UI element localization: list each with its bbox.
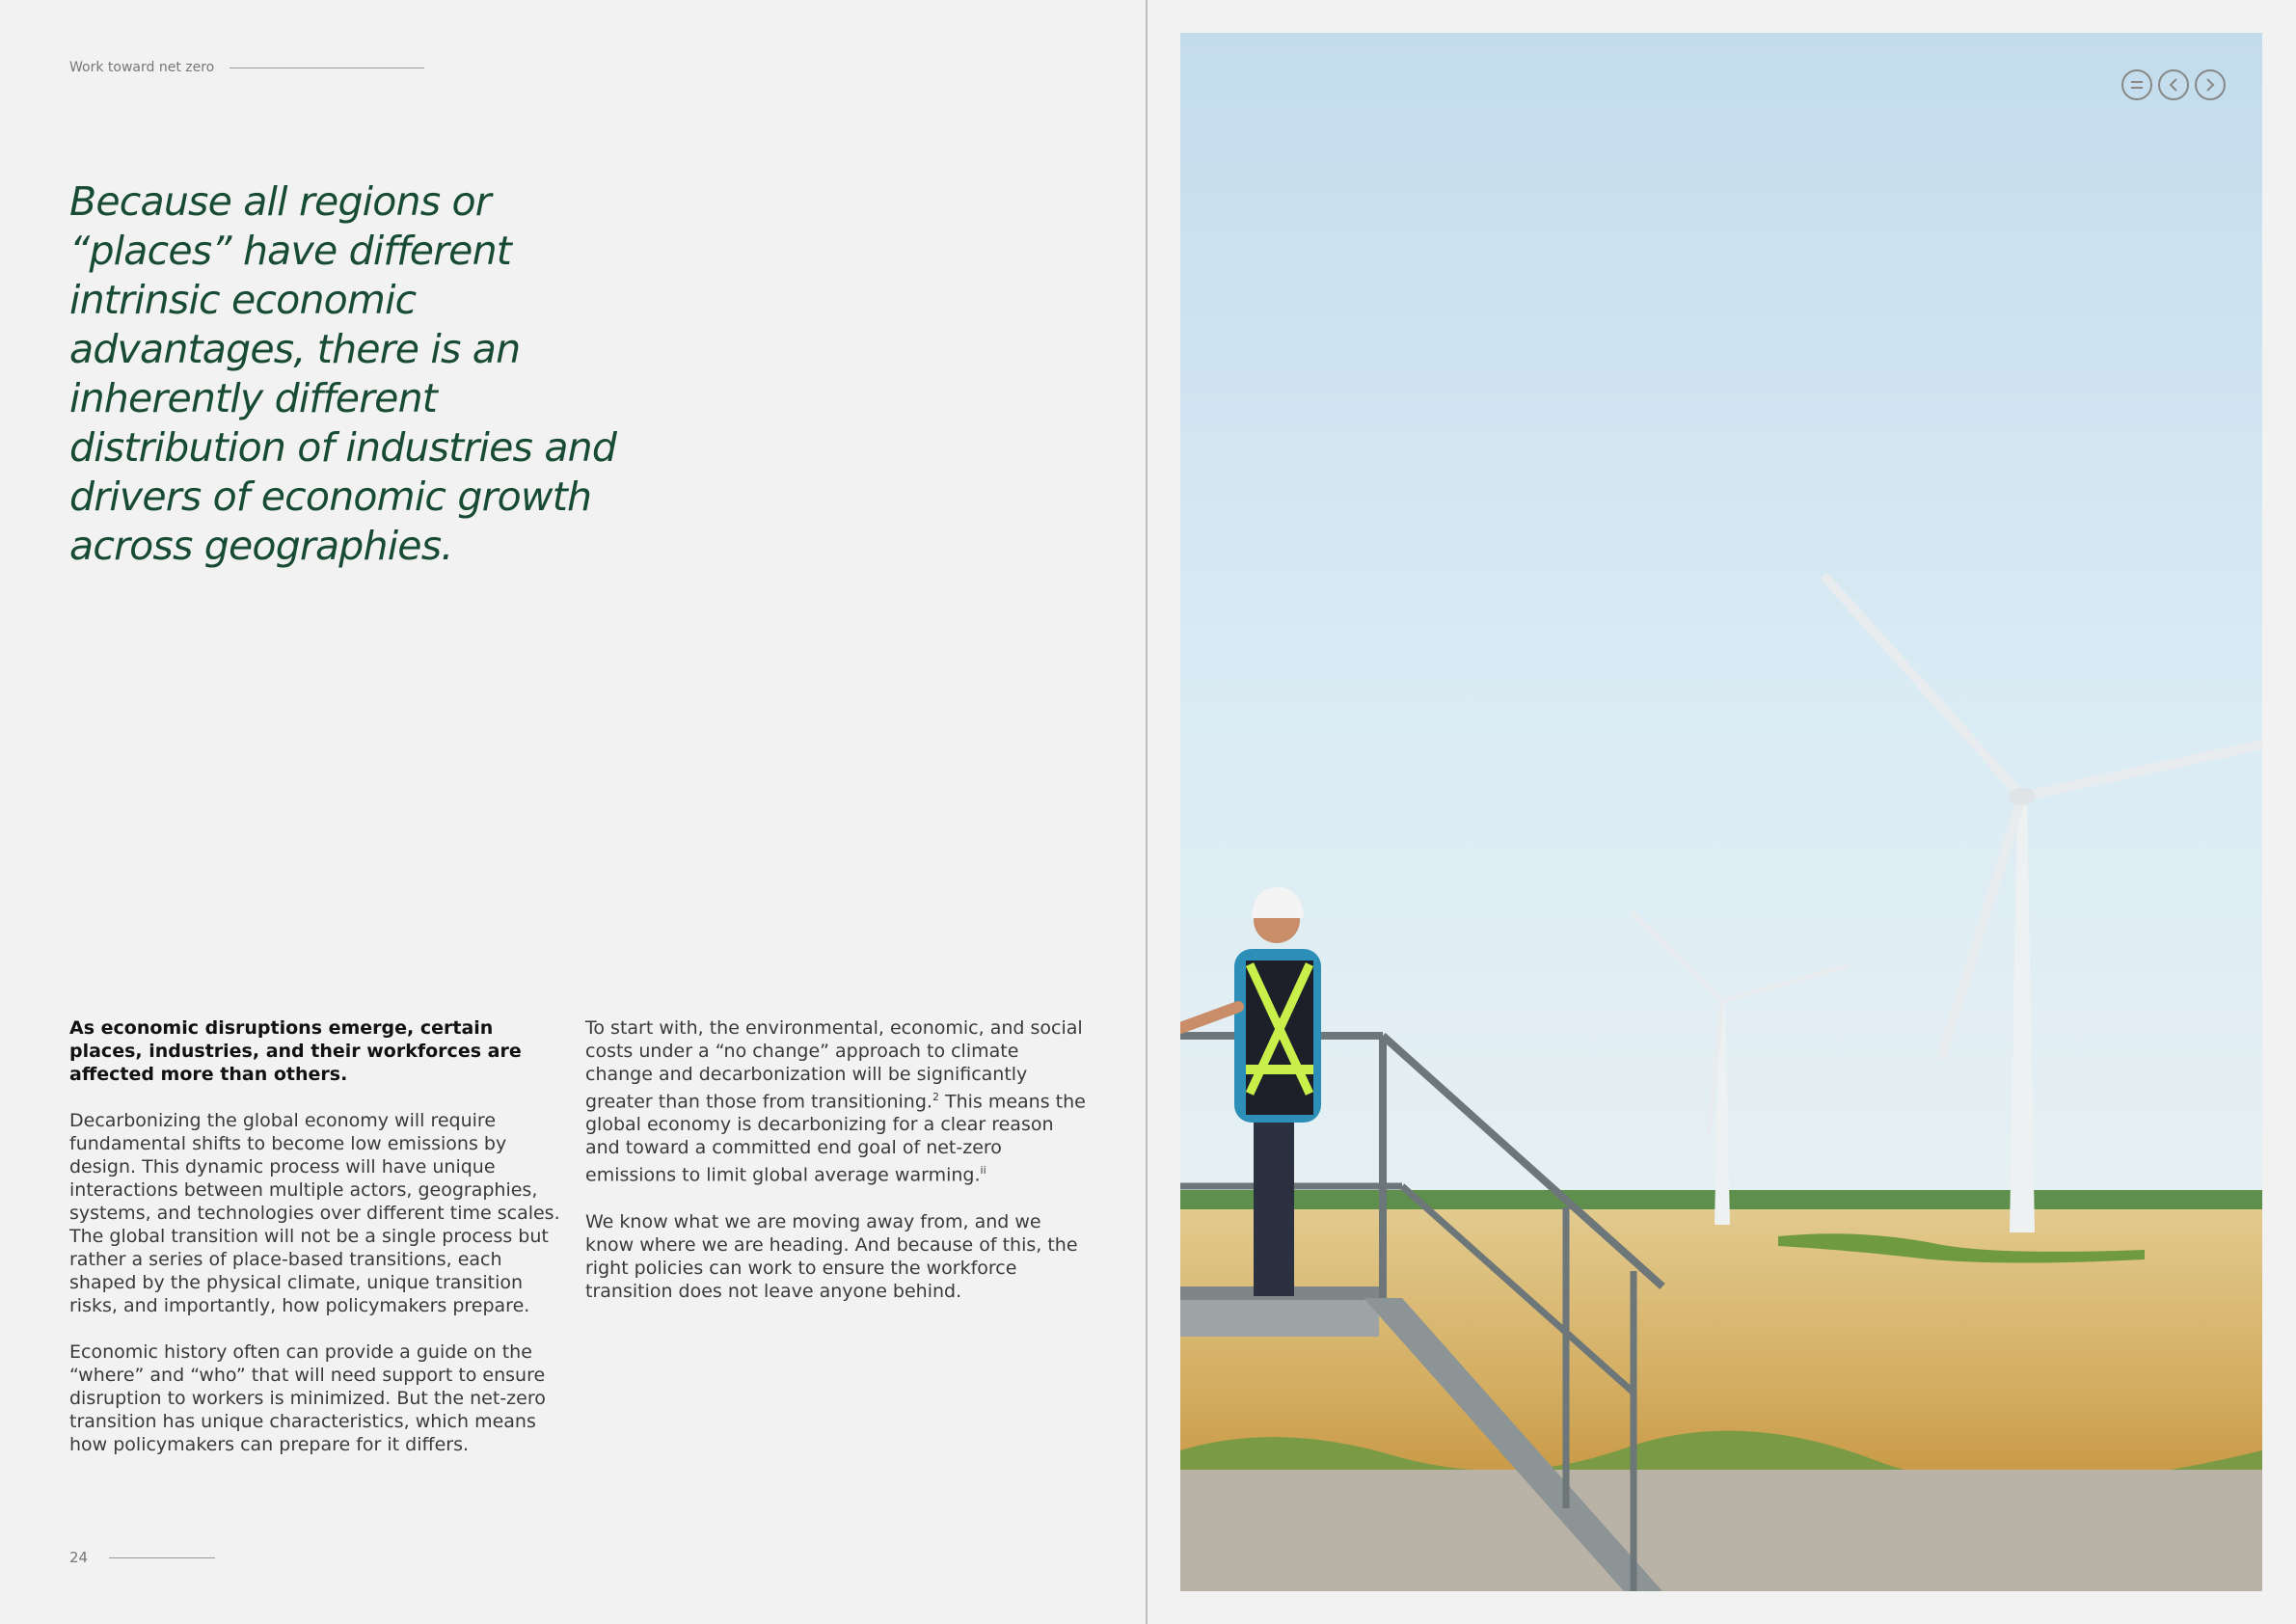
section-title: Work toward net zero: [69, 60, 215, 75]
gravel-ground: [1180, 1470, 2262, 1591]
nav-controls: [2121, 69, 2226, 100]
next-page-button[interactable]: [2195, 69, 2226, 100]
running-header: [69, 60, 424, 75]
left-page: [0, 0, 1146, 1624]
body-paragraph: Decarbonizing the global economy will require fundamental shifts to become low emissions by design. This dynamic process will have unique interactions between multiple actors, geographies, systems, and technologies over different time scales. The global transition will not be a single process but rather a series of place-based transitions, each shaped by the physical climate, unique transition risks, and importantly, how policymakers prepare.: [69, 1110, 560, 1316]
paragraph-text: To start with, the environmental, economic, and social costs under a “no change” approach to climate change and decarbonization will be significantly greater than those from transitioning.: [585, 1017, 1083, 1113]
wind-farm-photo: [1180, 33, 2262, 1591]
pull-quote: Because all regions or “places” have different intrinsic economic advantages, there is an inherently different distribution of industries and drivers of economic growth across geographies.: [69, 178, 617, 569]
page-number: 24: [69, 1549, 89, 1566]
chevron-left-icon: [2167, 77, 2180, 93]
body-column-right: [585, 1016, 1087, 1326]
wind-farm-illustration: [1180, 33, 2262, 1591]
body-paragraph: [585, 1016, 1087, 1187]
lead-paragraph: As economic disruptions emerge, certain places, industries, and their workforces are affected more than others.: [69, 1017, 522, 1085]
previous-page-button[interactable]: [2158, 69, 2189, 100]
body-column-left: [69, 1016, 571, 1479]
footnote-marker[interactable]: 2: [932, 1091, 939, 1103]
paragraph-text: This means the global economy is decarbonizing for a clear reason and toward a committed end goal of net-zero emissions to limit global average warming.: [585, 1091, 1086, 1186]
endnote-marker[interactable]: ii: [980, 1164, 986, 1177]
chevron-right-icon: [2203, 77, 2217, 93]
body-paragraph: We know what we are moving away from, and we know where we are heading. And because of this, the right policies can work to ensure the workforce transition does not leave anyone behind.: [585, 1210, 1078, 1302]
menu-button[interactable]: [2121, 69, 2152, 100]
body-paragraph: Economic history often can provide a guide on the “where” and “who” that will need support to ensure disruption to workers is minimized. But the net-zero transition has unique characteristics, which means how policymakers can prepare for it differs.: [69, 1341, 546, 1455]
menu-icon: [2129, 78, 2145, 92]
page-spine: [1146, 0, 1148, 1624]
footer-rule: [109, 1557, 215, 1558]
page-footer: [69, 1549, 215, 1566]
